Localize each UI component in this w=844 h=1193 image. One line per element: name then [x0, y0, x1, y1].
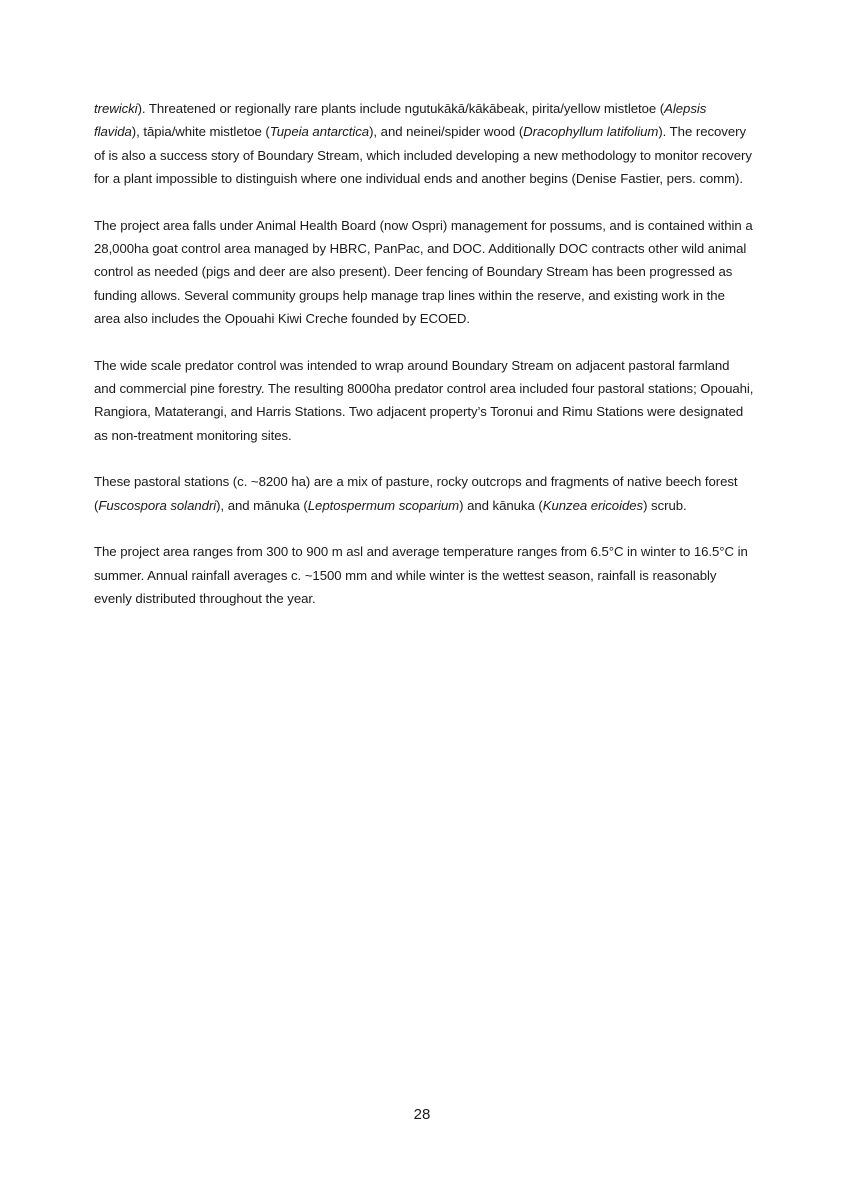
text-run: ) and kānuka (: [459, 497, 543, 513]
paragraph-pastoral-stations: [94, 470, 754, 517]
paragraph-threatened-plants: [94, 97, 754, 191]
italic-text: Fuscospora solandri: [98, 497, 217, 513]
text-run: The project area ranges from 300 to 900 m asl and average temperature ranges from 6.5°C in winter to 16.5°C in summer. Annual rainfall averages c. ~1500 mm and while winter is the wettest season, rainfall is reasonably evenly distributed throughout the year.: [94, 544, 748, 606]
paragraph-animal-control: [94, 214, 754, 331]
document-page-body: [94, 97, 754, 633]
paragraph-predator-control: [94, 354, 754, 448]
text-run: ) scrub.: [643, 497, 687, 513]
page-number: 28: [413, 1106, 431, 1123]
text-run: ), and neinei/spider wood (: [369, 124, 524, 140]
italic-text: trewicki: [94, 101, 138, 116]
text-run: ), tāpia/white mistletoe (: [131, 124, 270, 140]
text-run: The project area falls under Animal Health Board (now Ospri) management for possums, and is contained within a 28,000ha goat control area managed by HBRC, PanPac, and DOC. Additionally DOC contracts other wild animal control as needed (pigs and deer are also present). Deer fencing of Boundary Stream has been progressed as funding allows. Several community groups help manage trap lines within the reserve, and existing work in the area also includes the Opouahi Kiwi Creche founded by ECOED.: [94, 217, 753, 327]
text-run: ). Threatened or regionally rare plants include ngutukākā/kākābeak, pirita/yellow mistletoe (: [137, 101, 665, 116]
text-run: ), and mānuka (: [216, 497, 308, 513]
text-run: These pastoral stations (c. ~8200 ha) are a mix of pasture, rocky outcrops and fragments of native beech forest (: [94, 474, 738, 513]
paragraph-climate: [94, 540, 754, 610]
text-run: The wide scale predator control was intended to wrap around Boundary Stream on adjacent pastoral farmland and commercial pine forestry. The resulting 8000ha predator control area included four pastoral stations; Opouahi, Rangiora, Mataterangi, and Harris Stations. Two adjacent property’s Toronui and Rimu Stations were designated as non-treatment monitoring sites.: [94, 357, 754, 443]
text-run: ). The recovery of is also a success story of Boundary Stream, which included developing a new methodology to monitor recovery for a plant impossible to distinguish where one individual ends and another begins (Denise Fastier, pers. comm).: [94, 124, 752, 187]
italic-text: Alepsis flavida: [94, 101, 707, 140]
italic-text: Tupeia antarctica: [269, 124, 370, 140]
italic-text: Leptospermum scoparium: [307, 497, 460, 513]
italic-text: Kunzea ericoides: [542, 497, 644, 513]
italic-text: Dracophyllum latifolium: [523, 124, 659, 140]
